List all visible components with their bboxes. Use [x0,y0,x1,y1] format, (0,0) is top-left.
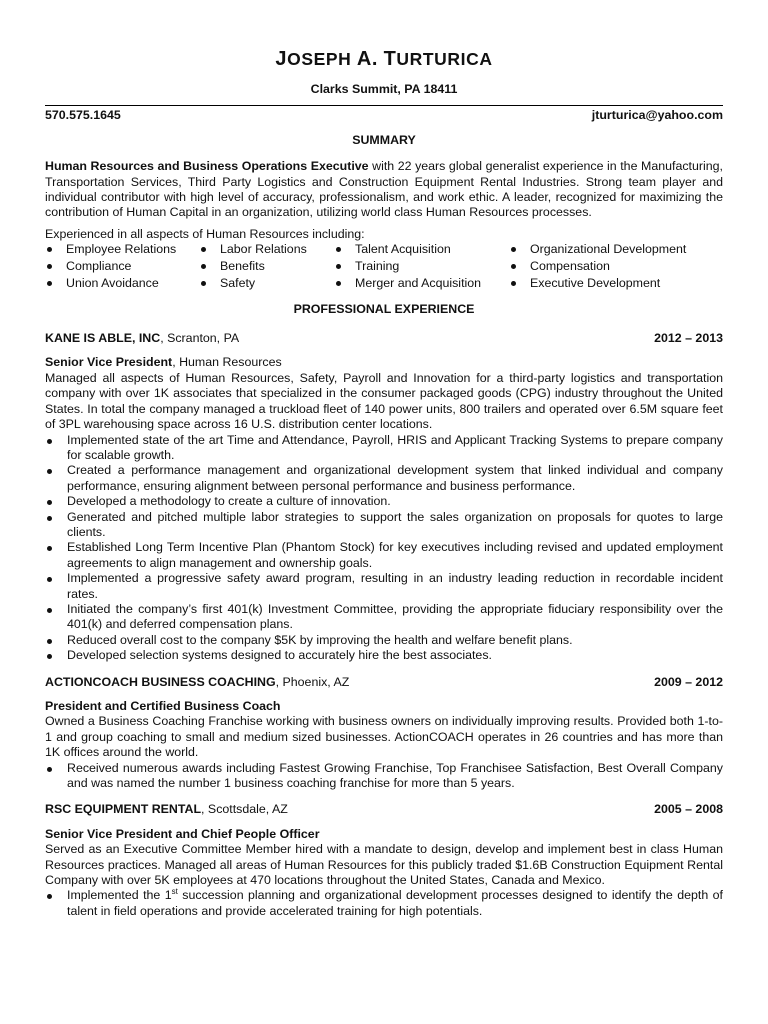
job-title [45,699,723,714]
job-achievements [45,888,723,919]
skills-list [45,242,723,291]
skill-label: Safety [220,276,256,291]
name-initial: T [383,48,397,70]
list-item: Implemented state of the art Time and Attendance, Payroll, HRIS and Applicant Tracking Systems to prepare company for scalable growth. [45,433,723,464]
job-title [45,827,723,842]
job-description: Owned a Business Coaching Franchise working with business owners on individually improving results. Provided both 1-to-1 and group coaching to small and medium sized businesses. ActionCOACH operates in 26 countries and has more than 1K offices around the world. [45,714,723,760]
job-title-bold: Senior Vice President [45,355,173,370]
skill-label: Union Avoidance [66,276,159,291]
ordinal-suffix: st [171,887,178,897]
summary-heading: SUMMARY [352,132,416,147]
job-header [45,331,723,346]
list-item: Initiated the company’s first 401(k) Investment Committee, providing the appropriate fiduciary responsibility over the 401(k) and deferred compensation plans. [45,602,723,633]
skill-label: Benefits [220,259,265,274]
list-item: Established Long Term Incentive Plan (Phantom Stock) for key executives including revised and updated employment agreements to align management and ownership goals. [45,540,723,571]
skill-item [199,242,334,257]
job-title [45,355,723,370]
bullet-icon [336,264,341,269]
job-achievements [45,433,723,664]
resume-page [45,0,723,919]
list-item: Developed a methodology to create a culture of innovation. [45,494,723,509]
skill-label: Executive Development [530,276,661,291]
list-item: Generated and pitched multiple labor strategies to support the sales organization on proposals for quotes to large clients. [45,510,723,541]
bullet-icon [511,264,516,269]
job-title-bold: President and Certified Business Coach [45,699,281,713]
company-line [45,675,349,690]
bullet-icon [336,247,341,252]
skill-item [45,259,199,274]
company-location: , Scottsdale, AZ [201,802,288,817]
company-location: , Scranton, PA [160,331,240,346]
list-item: Reduced overall cost to the company $5K by improving the health and welfare benefit plans. [45,633,723,648]
list-item [45,888,723,919]
job-title-bold: Senior Vice President and Chief People Officer [45,826,320,841]
skill-label: Organizational Development [530,242,687,257]
bullet-icon [511,247,516,252]
skill-item [334,259,509,274]
phone-number: 570.575.1645 [45,108,121,123]
job-description: Served as an Executive Committee Member hired with a mandate to design, develop and implement best in class Human Resources practices. Managed all areas of Human Resources for this publicly traded $1.6B Construction Equipment Rental Company with over 5K employees at 470 locations throughout the United States, Canada and Mexico. [45,842,723,888]
job-dates: 2012 – 2013 [654,331,723,346]
name-part: OSEPH [287,49,352,69]
bullet-icon [47,247,52,252]
skills-intro: Experienced in all aspects of Human Resources including: [45,226,365,241]
job-header [45,802,723,817]
job-title-rest: , Human Resources [172,355,282,370]
bullet-icon [336,281,341,286]
company-line [45,802,288,817]
skill-label: Labor Relations [220,242,307,257]
skill-label: Compensation [530,259,610,274]
skill-label: Employee Relations [66,242,177,257]
address: Clarks Summit, PA 18411 [310,82,458,96]
name-part: URTURICA [396,49,493,69]
candidate-name [45,48,723,70]
skill-item [199,276,334,291]
bullet-icon [201,247,206,252]
bullet-icon [201,264,206,269]
skill-item [334,276,509,291]
summary-lead: Human Resources and Business Operations Executive [45,159,369,174]
bullet-text: Implemented the 1 [67,888,172,903]
skill-label: Training [355,259,400,274]
job-description: Managed all aspects of Human Resources, Safety, Payroll and Innovation for a third-party logistics and transportation company with over 1K associates that specialized in the consumer packaged goods (CPG) industry throughout the United States. In total the company managed a truckload fleet of 140 power units, 800 trailers and operated over 6.5M square feet of 3PL warehousing space across 16 U.S. distribution center locations. [45,370,723,432]
skill-item [45,276,199,291]
skill-item [509,276,723,291]
job-header [45,675,723,690]
skill-label: Merger and Acquisition [355,276,482,291]
name-initial: J [275,48,288,70]
list-item: Implemented a progressive safety award program, resulting in an industry leading reduction in recordable incident rates. [45,571,723,602]
skill-item [509,242,723,257]
list-item: Received numerous awards including Fastest Growing Franchise, Top Franchisee Satisfaction, Best Overall Company and was named the number 1 business coaching franchise for more than 5 years. [45,761,723,792]
job-dates: 2005 – 2008 [654,802,723,817]
summary-body: with 22 years global generalist experience in the Manufacturing, Transportation Services, Third Party Logistics and Construction Equipment Rental Industries. Strong team player and individual contributor with high level of accuracy, professionalism, and work ethic. A leader, recognized for maximizing the contribution of Human Capital in an organization, utilizing world class Human Resources processes. [45,159,723,220]
email-address: jturturica@yahoo.com [591,108,723,123]
skill-item [334,242,509,257]
job-dates: 2009 – 2012 [654,674,723,689]
contact-row [45,105,723,123]
company-name: ACTIONCOACH BUSINESS COACHING [45,674,276,689]
list-item: Developed selection systems designed to accurately hire the best associates. [45,648,723,663]
job-achievements [45,761,723,792]
skill-item [45,242,199,257]
skill-label: Talent Acquisition [355,242,451,257]
bullet-text: succession planning and organizational development processes designed to identify the depth of talent in field operations and provide accelerated training for high potentials. [67,888,723,918]
bullet-icon [201,281,206,286]
summary-paragraph [45,159,723,221]
bullet-icon [47,264,52,269]
skill-label: Compliance [66,259,132,274]
company-location: , Phoenix, AZ [275,674,350,689]
company-name: KANE IS ABLE, INC [45,331,161,346]
company-line [45,331,239,346]
list-item: Created a performance management and organizational development system that linked individual and company performance, ensuring alignment between personal performance and business performance. [45,463,723,494]
bullet-icon [47,281,52,286]
skill-item [509,259,723,274]
company-name: RSC EQUIPMENT RENTAL [45,802,202,817]
name-initial: A. [356,48,379,70]
experience-heading: PROFESSIONAL EXPERIENCE [293,301,475,316]
bullet-icon [511,281,516,286]
skill-item [199,259,334,274]
